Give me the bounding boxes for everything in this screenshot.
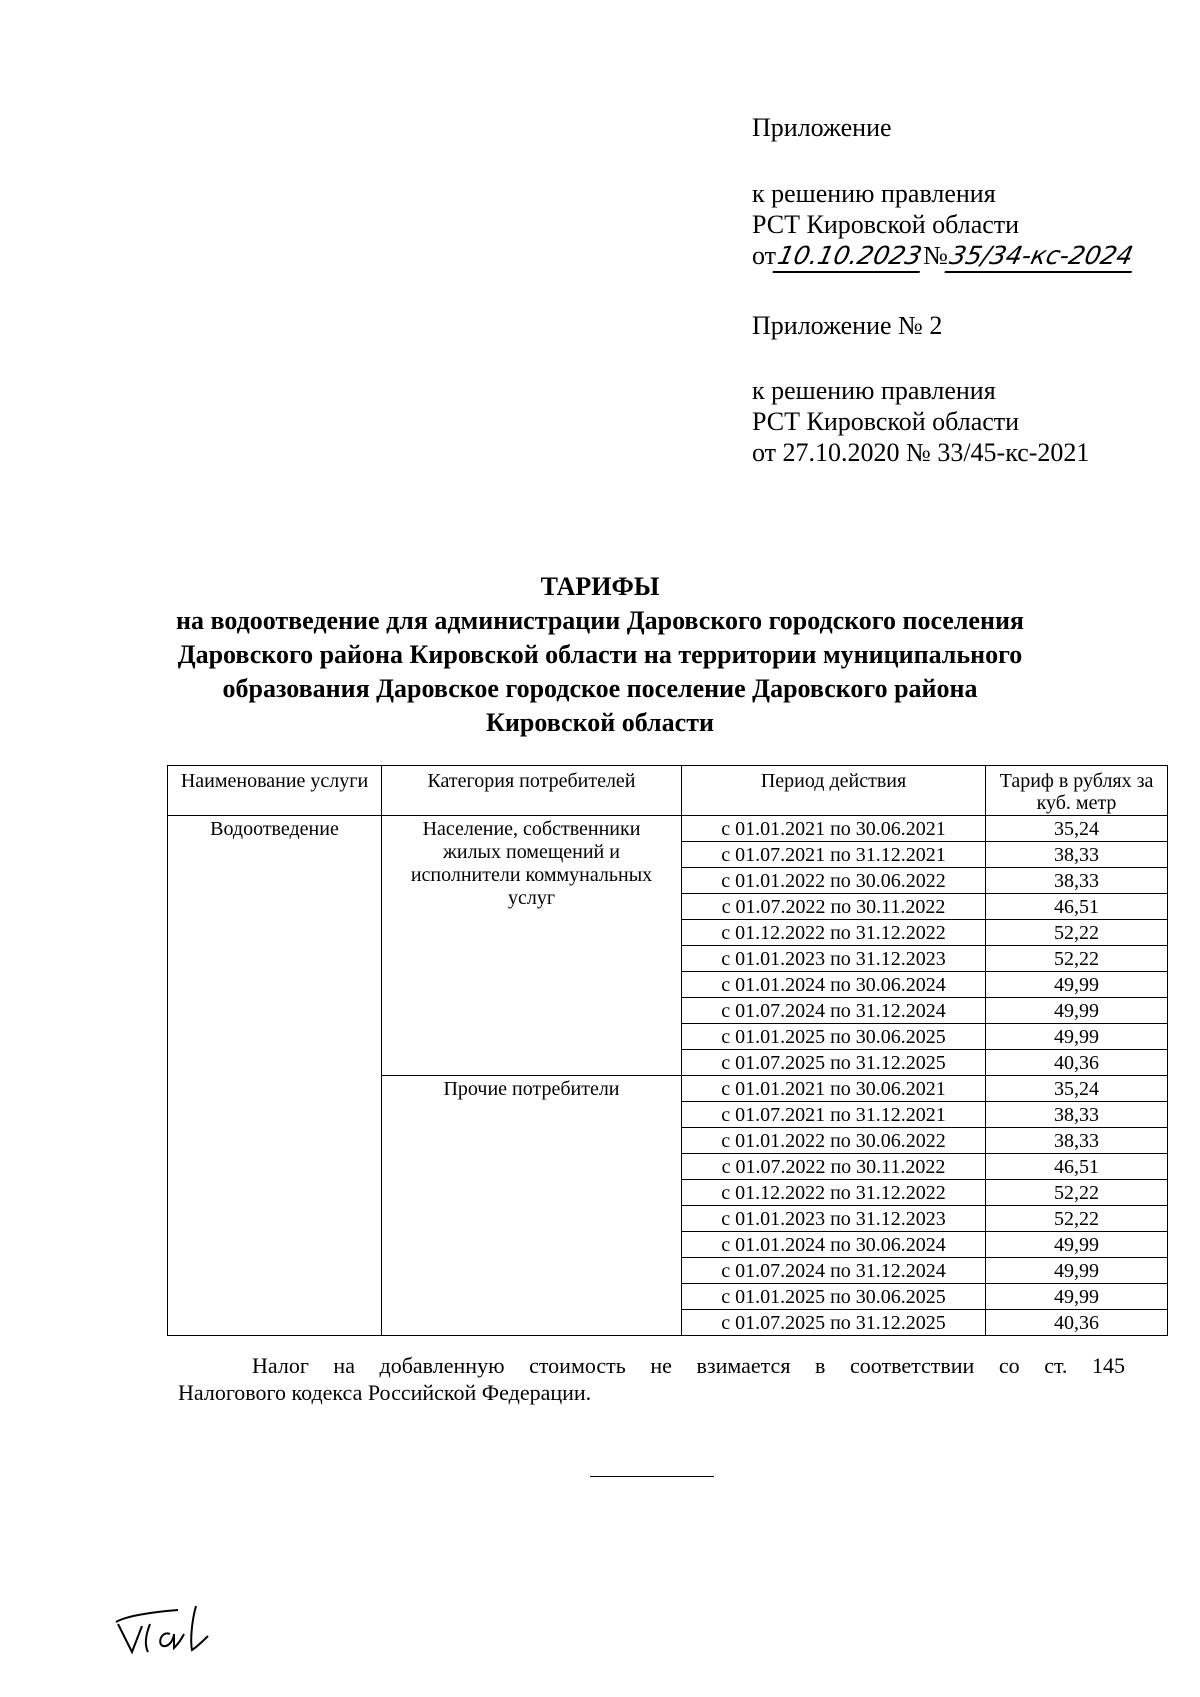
period-cell: с 01.12.2022 по 31.12.2022 (682, 920, 986, 946)
decision-2-line-3: от 27.10.2020 № 33/45-кс-2021 (752, 438, 1090, 467)
category-cell: Прочие потребители (382, 1076, 682, 1336)
period-cell: с 01.01.2022 по 30.06.2022 (682, 868, 986, 894)
tariff-cell: 46,51 (986, 1154, 1168, 1180)
separator-line (590, 1476, 714, 1477)
period-cell: с 01.01.2025 по 30.06.2025 (682, 1284, 986, 1310)
period-cell: с 01.01.2025 по 30.06.2025 (682, 1024, 986, 1050)
signature-icon (112, 1600, 222, 1660)
title-line-2: Даровского района Кировской области на территории муниципального (177, 640, 1023, 669)
tariff-cell: 49,99 (986, 1284, 1168, 1310)
period-cell: с 01.01.2021 по 30.06.2021 (682, 816, 986, 842)
period-cell: с 01.07.2025 по 31.12.2025 (682, 1310, 986, 1336)
handwritten-number: 35/34-кс-2024 (944, 240, 1138, 273)
tariff-cell: 38,33 (986, 842, 1168, 868)
period-cell: с 01.07.2025 по 31.12.2025 (682, 1050, 986, 1076)
period-cell: с 01.01.2023 по 31.12.2023 (682, 1206, 986, 1232)
tariff-cell: 38,33 (986, 1102, 1168, 1128)
decision-line-1: к решению правления (752, 179, 996, 208)
title-line-1: на водоотведение для администрации Даровского городского поселения (175, 606, 1025, 635)
tariff-cell: 49,99 (986, 972, 1168, 998)
tariff-cell: 52,22 (986, 946, 1168, 972)
footnote-line-2: Налогового кодекса Российской Федерации. (178, 1380, 592, 1405)
table-row (168, 816, 1168, 842)
decision-reference (752, 178, 1135, 273)
decision-line-2: РСТ Кировской области (752, 210, 1020, 239)
tariff-cell: 40,36 (986, 1050, 1168, 1076)
footnote-line-1: Налог на добавленную стоимость не взимается в соответствии со ст. 145 (252, 1353, 1125, 1378)
tariff-cell: 49,99 (986, 1024, 1168, 1050)
appendix-label: Приложение (752, 113, 892, 142)
period-cell: с 01.01.2024 по 30.06.2024 (682, 972, 986, 998)
period-cell: с 01.07.2021 по 31.12.2021 (682, 842, 986, 868)
period-cell: с 01.07.2022 по 30.11.2022 (682, 1154, 986, 1180)
decision-2-line-2: РСТ Кировской области (752, 407, 1020, 436)
table-header-row (168, 766, 1168, 816)
category-cell: Население, собственники жилых помещений и исполнители коммунальных услуг (382, 816, 682, 1076)
document-title (150, 570, 1050, 740)
tariff-cell: 52,22 (986, 1206, 1168, 1232)
period-cell: с 01.01.2021 по 30.06.2021 (682, 1076, 986, 1102)
period-cell: с 01.01.2023 по 31.12.2023 (682, 946, 986, 972)
decision-2-line-1: к решению правления (752, 376, 996, 405)
period-cell: с 01.07.2024 по 31.12.2024 (682, 998, 986, 1024)
decision-2-reference (752, 375, 1089, 468)
period-cell: с 01.12.2022 по 31.12.2022 (682, 1180, 986, 1206)
appendix-2-label: Приложение № 2 (752, 311, 943, 340)
tariff-cell: 49,99 (986, 1258, 1168, 1284)
title-line-4: Кировской области (486, 708, 714, 737)
header-service: Наименование услуги (168, 766, 382, 816)
table-body (168, 816, 1168, 1336)
title-line-3: образования Даровское городское поселение Даровского района (222, 674, 978, 703)
tariff-cell: 38,33 (986, 1128, 1168, 1154)
tariff-cell: 52,22 (986, 1180, 1168, 1206)
tariff-cell: 35,24 (986, 816, 1168, 842)
period-cell: с 01.07.2021 по 31.12.2021 (682, 1102, 986, 1128)
period-cell: с 01.01.2024 по 30.06.2024 (682, 1232, 986, 1258)
decision-date-line (752, 240, 1135, 273)
tariff-cell: 40,36 (986, 1310, 1168, 1336)
period-cell: с 01.01.2022 по 30.06.2022 (682, 1128, 986, 1154)
tariff-cell: 49,99 (986, 1232, 1168, 1258)
tariff-table (167, 765, 1168, 1336)
period-cell: с 01.07.2024 по 31.12.2024 (682, 1258, 986, 1284)
vat-footnote (178, 1352, 1125, 1406)
from-prefix: от (752, 241, 777, 270)
service-name-cell: Водоотведение (168, 816, 382, 1336)
title-main: ТАРИФЫ (540, 572, 660, 601)
tariff-cell: 49,99 (986, 998, 1168, 1024)
header-category: Категория потребителей (382, 766, 682, 816)
period-cell: с 01.07.2022 по 30.11.2022 (682, 894, 986, 920)
header-period: Период действия (682, 766, 986, 816)
tariff-cell: 35,24 (986, 1076, 1168, 1102)
tariff-cell: 46,51 (986, 894, 1168, 920)
tariff-cell: 38,33 (986, 868, 1168, 894)
number-sign: № (923, 241, 948, 270)
handwritten-date: 10.10.2023 (773, 240, 927, 273)
tariff-cell: 52,22 (986, 920, 1168, 946)
header-tariff: Тариф в рублях за куб. метр (986, 766, 1168, 816)
